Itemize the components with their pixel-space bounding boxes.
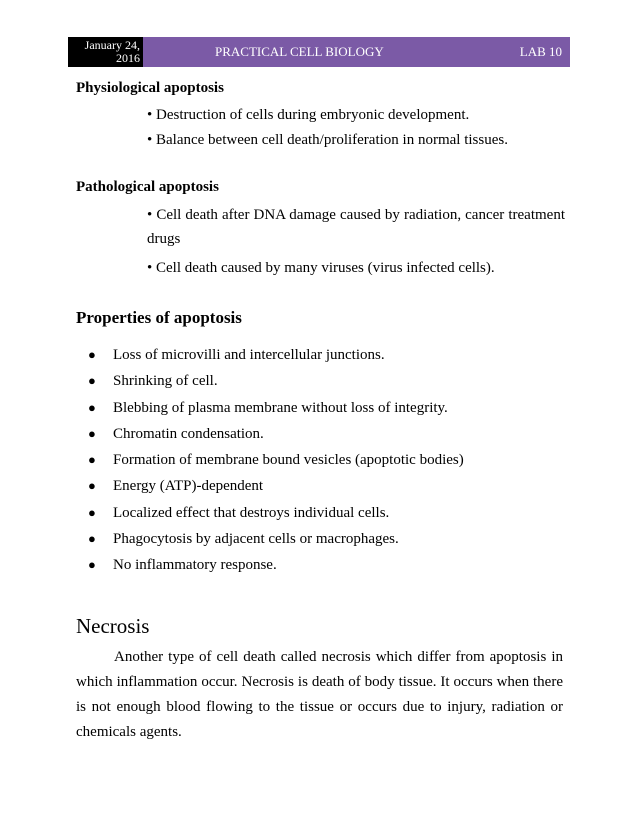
list-item-text: Blebbing of plasma membrane without loss of integrity.: [113, 399, 448, 416]
header-date-line1: January 24,: [84, 38, 140, 52]
list-item-text: Loss of microvilli and intercellular junctions.: [113, 347, 385, 363]
list-item-text: Formation of membrane bound vesicles (apoptotic bodies): [113, 452, 464, 469]
pathological-heading: Pathological apoptosis: [76, 179, 219, 195]
necrosis-paragraph: Another type of cell death called necrosis which differ from apoptosis in which inflammation occur. Necrosis is death of body tissue. It occurs when there is not enough blood flowing to the tissue or occurs due to injury, radiation or chemicals agents.: [76, 649, 563, 740]
physiological-heading: Physiological apoptosis: [76, 80, 224, 96]
header-bar: [143, 37, 570, 67]
list-item: [88, 371, 568, 397]
pathological-item-1: • Cell death after DNA damage caused by radiation, cancer treatment drugs: [147, 207, 565, 247]
physiological-item-1: • Destruction of cells during embryonic development.: [147, 107, 470, 123]
list-item-text: No inflammatory response.: [113, 557, 277, 574]
list-item-text: Shrinking of cell.: [113, 373, 218, 390]
list-item: [88, 345, 568, 371]
bullet-icon: ●: [88, 373, 96, 389]
list-item-text: Phagocytosis by adjacent cells or macrophages.: [113, 531, 399, 548]
bullet-icon: ●: [88, 504, 96, 520]
necrosis-heading: Necrosis: [76, 614, 150, 638]
list-item: [88, 424, 568, 450]
bullet-icon: ●: [88, 531, 96, 547]
list-item-text: Localized effect that destroys individual cells.: [113, 504, 390, 521]
header-lab: LAB 10: [519, 44, 562, 59]
list-item-text: Energy (ATP)-dependent: [113, 478, 264, 495]
bullet-icon: ●: [88, 452, 96, 468]
list-item: [88, 398, 568, 424]
pathological-item-2: • Cell death caused by many viruses (virus infected cells).: [147, 260, 495, 276]
header-date-line2: 2016: [116, 51, 140, 65]
list-item: [88, 529, 568, 555]
header-title: PRACTICAL CELL BIOLOGY: [215, 44, 384, 59]
list-item-text: Chromatin condensation.: [113, 425, 264, 442]
bullet-icon: ●: [88, 399, 96, 415]
list-item: [88, 503, 568, 529]
bullet-icon: ●: [88, 425, 96, 441]
properties-list: [88, 345, 568, 582]
page-header: [68, 37, 570, 67]
physiological-item-2: • Balance between cell death/proliferation in normal tissues.: [147, 132, 508, 148]
header-date: [68, 37, 143, 67]
list-item: [88, 476, 568, 502]
bullet-icon: ●: [88, 557, 96, 573]
list-item: [88, 555, 568, 581]
bullet-icon: ●: [88, 347, 96, 362]
list-item: [88, 450, 568, 476]
bullet-icon: ●: [88, 478, 96, 494]
properties-heading: Properties of apoptosis: [76, 308, 242, 327]
